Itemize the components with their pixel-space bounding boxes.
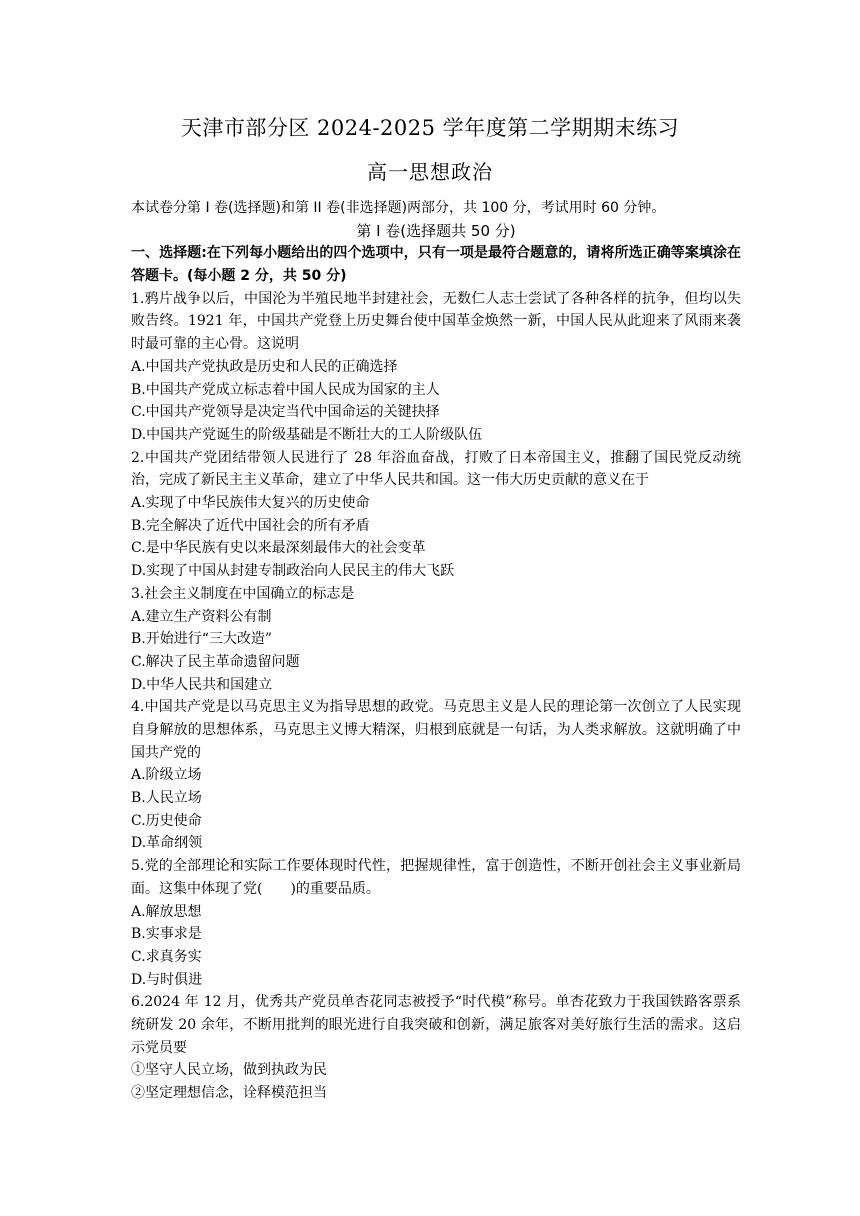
option-c: C.是中华民族有史以来最深刻最伟大的社会变革 <box>131 540 426 557</box>
question-stem: 6.2024 年 12 月，优秀共产党员单杏花同志被授予“时代模”称号。单杏花致力于我国铁路客票系统研发 20 余年，不断用批判的眼光进行自我突破和创新，满足旅客对美好旅行生活的需求。这启示党员要 <box>131 994 741 1056</box>
option-d: D.与时俱进 <box>131 971 203 988</box>
option-b: B.实事求是 <box>131 926 202 943</box>
exam-body <box>131 197 741 1105</box>
exam-intro: 本试卷分第 I 卷(选择题)和第 II 卷(非选择题)两部分，共 100 分，考试用时 60 分钟。 <box>131 200 666 216</box>
option-b: B.人民立场 <box>131 790 202 807</box>
question-6 <box>131 991 741 1104</box>
exam-subject: 高一思想政治 <box>367 160 493 184</box>
option-d: D.实现了中国从封建专制政治向人民民主的伟大飞跃 <box>131 563 455 580</box>
option-a: A.实现了中华民族伟大复兴的历史使命 <box>131 495 370 512</box>
option-b: B.开始进行“三大改造” <box>131 631 273 648</box>
option-c: C.中国共产党领导是决定当代中国命运的关键抉择 <box>131 404 440 421</box>
option-a: A.阶级立场 <box>131 767 202 784</box>
option-a: A.建立生产资料公有制 <box>131 608 272 625</box>
exam-title: 天津市部分区 2024-2025 学年度第二学期期末练习 <box>180 116 680 140</box>
option-d: D.革命纲领 <box>131 835 203 852</box>
question-5 <box>131 855 741 991</box>
question-stem: 4.中国共产党是以马克思主义为指导思想的政党。马克思主义是人民的理论第一次创立了人民实现自身解放的思想体系，马克思主义博大精深，归根到底就是一句话，为人类求解放。这就明确了中国共产党的 <box>131 699 741 761</box>
statement-1: ①坚守人民立场，做到执政为民 <box>131 1062 327 1079</box>
question-2 <box>131 447 741 583</box>
option-d: D.中华人民共和国建立 <box>131 676 273 693</box>
question-3 <box>131 583 741 696</box>
option-d: D.中国共产党诞生的阶级基础是不断壮大的工人阶级队伍 <box>131 426 483 443</box>
option-c: C.历史使命 <box>131 812 202 829</box>
option-a: A.中国共产党执政是历史和人民的正确选择 <box>131 358 398 375</box>
option-c: C.求真务实 <box>131 948 202 965</box>
question-stem: 5.党的全部理论和实际工作要体现时代性，把握规律性，富于创造性，不断开创社会主义事业新局面。这集中体现了党( )的重要品质。 <box>131 858 741 897</box>
part1-title: 第 I 卷(选择题共 50 分) <box>356 221 516 240</box>
option-b: B.完全解决了近代中国社会的所有矛盾 <box>131 517 370 534</box>
question-4 <box>131 696 741 855</box>
question-1 <box>131 288 741 447</box>
option-a: A.解放思想 <box>131 903 202 920</box>
question-stem: 3.社会主义制度在中国确立的标志是 <box>131 585 355 602</box>
statement-2: ②坚定理想信念，诠释模范担当 <box>131 1085 327 1102</box>
option-c: C.解决了民主革命遗留问题 <box>131 653 300 670</box>
section1-instructions: 一、选择题:在下列每小题给出的四个选项中，只有一项是最符合题意的，请将所选正确等案填涂在答题卡。(每小题 2 分，共 50 分) <box>131 245 741 285</box>
question-stem: 1.鸦片战争以后，中国沦为半殖民地半封建社会，无数仁人志士尝试了各种各样的抗争，但均以失败告终。1921 年，中国共产党登上历史舞台使中国革金焕然一新，中国人民从此迎来了风雨来袭时最可靠的主心骨。这说明 <box>131 290 741 353</box>
option-b: B.中国共产党成立标志着中国人民成为国家的主人 <box>131 381 440 398</box>
question-stem: 2.中国共产党团结带领人民进行了 28 年浴血奋战，打败了日本帝国主义，推翻了国民党反动统治，完成了新民主主义革命，建立了中华人民共和国。这一伟大历史贡献的意义在于 <box>131 449 741 489</box>
